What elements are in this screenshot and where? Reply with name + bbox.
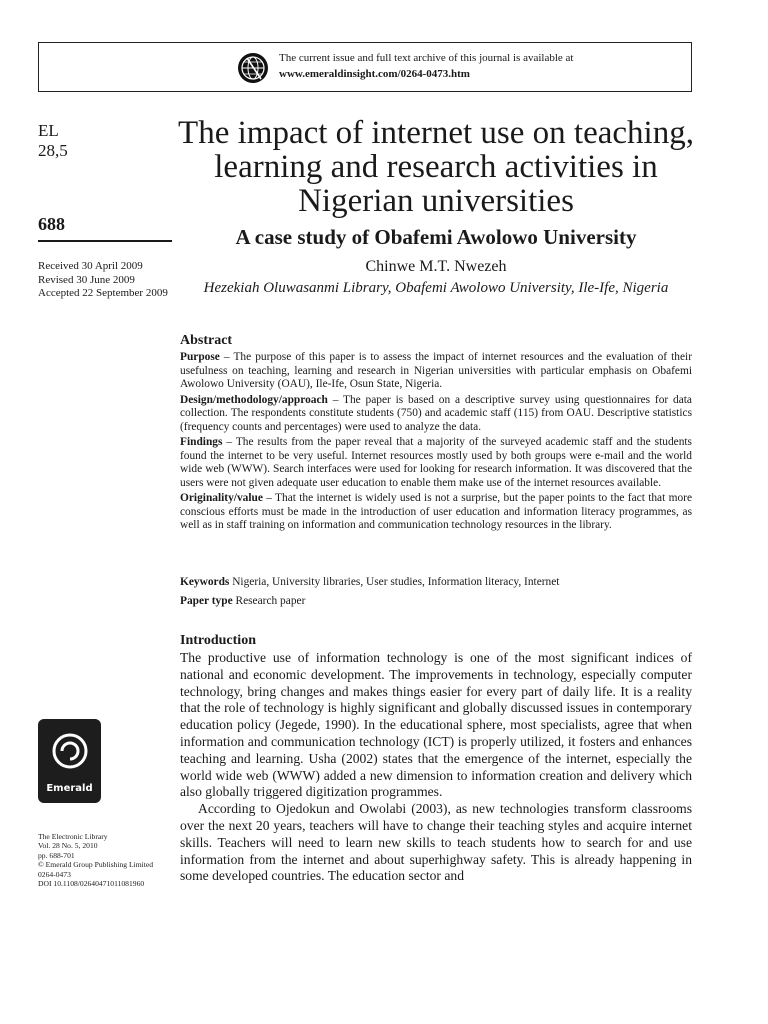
accepted-date: Accepted 22 September 2009 — [38, 287, 168, 299]
abstract-heading: Abstract — [180, 333, 233, 348]
volume-info: Vol. 28 No. 5, 2010 — [38, 841, 98, 851]
section-text: – The paper is based on a descriptive survey using questionnaires for data collection. The respondents constitute students (750) and academic staff (115) from OAU. Descriptive statistics (frequency counts and percentages) were used to analyze the data. — [180, 393, 692, 433]
keywords-label: Keywords — [180, 576, 230, 588]
author-affiliation: Hezekiah Oluwasanmi Library, Obafemi Awolowo University, Ile-Ife, Nigeria — [203, 280, 669, 296]
publication-info — [38, 832, 178, 888]
journal-volume: 28,5 — [38, 141, 68, 160]
emerald-logo — [38, 719, 101, 803]
paper-type-label: Paper type — [180, 595, 233, 607]
section-label: Design/methodology/approach — [180, 393, 328, 406]
introduction-body — [180, 650, 692, 885]
section-text: – The purpose of this paper is to assess the impact of internet resources and the evaluation of their usefulness on teaching, learning and research in Nigerian universities with particular emphasis on Obafemi Awolowo University (OAU), Ile-Ife, Osun State, Nigeria. — [180, 351, 692, 390]
copyright: © Emerald Group Publishing Limited — [38, 860, 154, 870]
doi: DOI 10.1108/02640471011081960 — [38, 879, 145, 889]
keywords-text: Nigeria, University libraries, User studies, Information literacy, Internet — [229, 576, 560, 588]
abstract-findings — [180, 436, 692, 490]
section-text: – The results from the paper reveal that a majority of the surveyed academic staff and the students found the internet to be very useful. Internet resources mostly used by both groups were e-mail and the world wide web (WWW). Search interfaces were used for looking for research information. It was discovered that the users were not given adequate user education to enable them make use of the internet resources available. — [180, 436, 692, 489]
intro-paragraph: According to Ojedokun and Owolabi (2003), as new technologies transform classrooms over the next 20 years, teachers will have to change their teaching styles and acquire internet skills. Teachers will need to learn new skills to teach students how to search for and use information from the internet and about superhighway safety. This is already happening in some developed countries. The education sector and — [180, 801, 692, 884]
page-number: 688 — [38, 214, 65, 234]
intro-paragraph: The productive use of information technology is one of the most significant indices of national and economic development. The improvements in technology, especially computer technology, bring changes and makes things easier for every part of daily life. It is a reality that the role of technology is highly significant and globally discussed issues in contemporary education policy (Jegede, 1990). In the educational sphere, most specialists, agree that when information and communication technology (ICT) is properly utilized, it fosters and enhances teaching and learning. Usha (2002) states that the emergence of the internet, especially the world wide web (WWW) added a new dimension to information creation and delivery which also globally triggered digitization programmes. — [180, 650, 692, 800]
emerald-logo-text: Emerald — [46, 783, 93, 794]
submission-dates — [38, 260, 172, 301]
section-label: Originality/value — [180, 492, 263, 504]
section-label: Purpose — [180, 351, 220, 363]
author-name: Chinwe M.T. Nwezeh — [365, 258, 507, 275]
globe-icon — [237, 52, 269, 84]
paper-type — [180, 595, 692, 607]
article-subtitle: A case study of Obafemi Awolowo University — [235, 225, 637, 249]
divider — [38, 240, 172, 242]
abstract-body — [180, 351, 692, 535]
archive-url-link[interactable]: www.emeraldinsight.com/0264-0473.htm — [279, 68, 470, 80]
issn: 0264-0473 — [38, 869, 71, 879]
journal-header-box — [38, 42, 692, 92]
received-date: Received 30 April 2009 — [38, 260, 143, 272]
journal-name: The Electronic Library — [38, 832, 108, 841]
section-label: Findings — [180, 436, 223, 448]
page-range: pp. 688-701 — [38, 850, 75, 860]
section-text: – That the internet is widely used is not a surprise, but the paper points to the fact that more conscious efforts must be made in the introduction of user education and information literacy programmes, as well as in staff training on information and communication technology resources in the library. — [180, 492, 692, 531]
introduction-heading: Introduction — [180, 633, 256, 648]
keywords — [180, 576, 692, 588]
paper-type-text: Research paper — [232, 595, 306, 607]
article-title: The impact of internet use on teaching, learning and research activities in Nigerian universities — [178, 115, 694, 219]
abstract-purpose — [180, 351, 692, 392]
journal-code — [38, 121, 68, 161]
abstract-design — [180, 394, 692, 435]
revised-date: Revised 30 June 2009 — [38, 273, 135, 286]
abstract-originality — [180, 492, 692, 533]
journal-abbrev: EL — [38, 121, 59, 140]
archive-notice: The current issue and full text archive of this journal is available at — [279, 52, 574, 64]
